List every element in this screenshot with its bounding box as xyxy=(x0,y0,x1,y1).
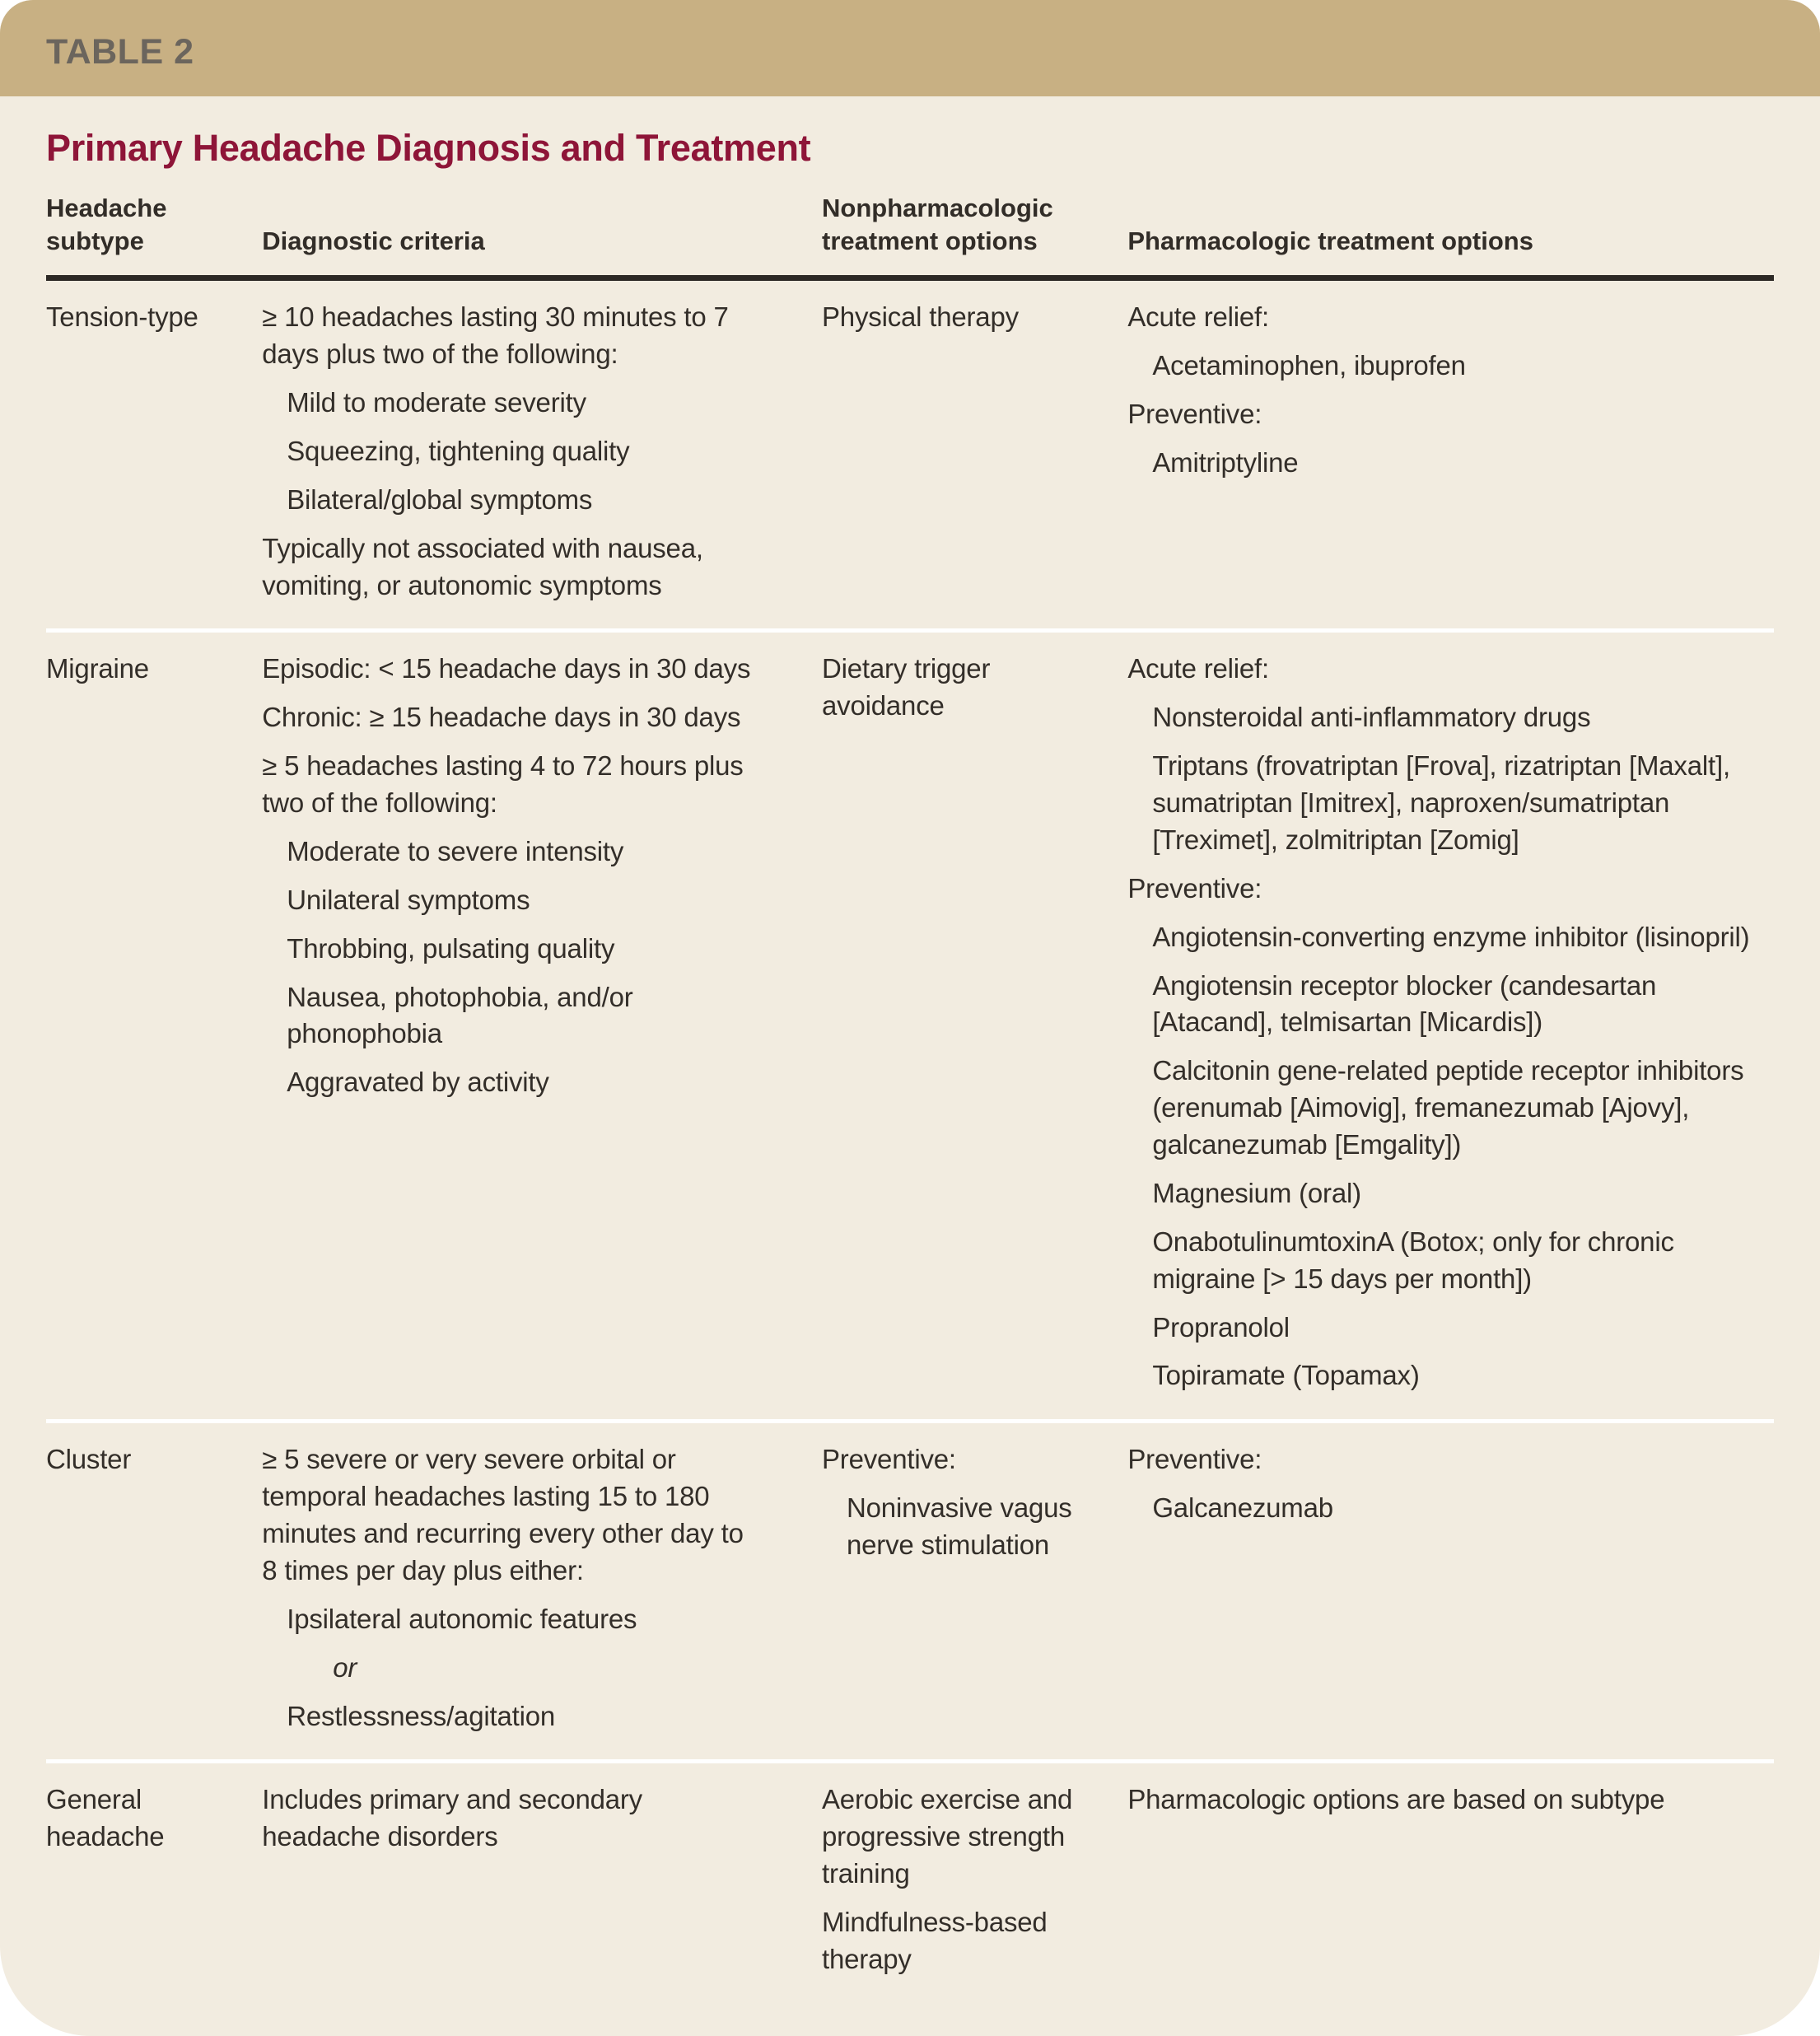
text-line: Angiotensin receptor blocker (candesartan [Atacand], telmisartan [Micardis]) xyxy=(1152,969,1657,1038)
column-header-pharmacologic: Pharmacologic treatment options xyxy=(1127,226,1533,256)
text-line: Angiotensin-converting enzyme inhibitor (lisinopril) xyxy=(1152,921,1750,952)
diagnostic-criteria-cell xyxy=(262,1782,822,1978)
diagnostic-criteria-cell xyxy=(262,651,822,1394)
text-line: Noninvasive vagus nerve stimulation xyxy=(847,1492,1072,1561)
text-line: Acute relief: xyxy=(1127,301,1269,333)
text-line: Acetaminophen, ibuprofen xyxy=(1152,350,1466,381)
table-row-general-headache xyxy=(46,1759,1774,2002)
text-line: Mindfulness-based therapy xyxy=(822,1907,1048,1974)
column-header-headache-subtype: Headache subtype xyxy=(46,193,167,256)
subtype-cell: Cluster xyxy=(46,1444,132,1475)
text-line: Physical therapy xyxy=(822,301,1019,333)
text-line: Restlessness/agitation xyxy=(287,1700,556,1731)
table-row-tension-type xyxy=(46,281,1774,628)
text-line: Throbbing, pulsating quality xyxy=(287,932,615,964)
text-line: Episodic: < 15 headache days in 30 days xyxy=(262,653,751,684)
text-line: Acute relief: xyxy=(1127,653,1269,684)
pharmacologic-cell xyxy=(1127,1441,1774,1735)
table-body xyxy=(0,128,1820,2036)
pharmacologic-cell xyxy=(1127,299,1774,604)
text-line: ≥ 10 headaches lasting 30 minutes to 7 days plus two of the following: xyxy=(262,301,729,370)
text-line: Preventive: xyxy=(1127,399,1262,430)
text-line: Squeezing, tightening quality xyxy=(287,435,630,466)
text-line: Nonsteroidal anti-inflammatory drugs xyxy=(1152,702,1591,733)
subtype-cell: Tension-type xyxy=(46,301,198,333)
text-line: Galcanezumab xyxy=(1152,1492,1333,1524)
subtype-cell: Migraine xyxy=(46,653,149,684)
column-header-diagnostic-criteria: Diagnostic criteria xyxy=(262,226,485,256)
table-row-migraine xyxy=(46,628,1774,1419)
subtype-cell: General headache xyxy=(46,1784,165,1852)
text-line: Preventive: xyxy=(822,1444,956,1475)
text-line: Dietary trigger avoidance xyxy=(822,653,991,721)
diagnostic-criteria-cell xyxy=(262,299,822,604)
text-line: Bilateral/global symptoms xyxy=(287,483,593,515)
table-label: TABLE 2 xyxy=(46,32,194,72)
text-line: Calcitonin gene-related peptide receptor inhibitors (erenumab [Aimovig], fremanezumab [Ajovy], galcanezumab [Emgality]) xyxy=(1152,1055,1744,1160)
nonpharmacologic-cell xyxy=(822,651,1127,1394)
column-header-row xyxy=(46,192,1774,282)
text-line: Amitriptyline xyxy=(1152,446,1299,478)
text-line: Mild to moderate severity xyxy=(287,387,586,418)
text-line: Chronic: ≥ 15 headache days in 30 days xyxy=(262,702,741,733)
nonpharmacologic-cell xyxy=(822,1782,1127,1978)
text-line: Unilateral symptoms xyxy=(287,884,530,915)
text-line: Triptans (frovatriptan [Frova], rizatriptan [Maxalt], sumatriptan [Imitrex], naproxen/sumatriptan [Treximet], zolmitriptan [Zomig] xyxy=(1152,750,1730,855)
text-line: Includes primary and secondary headache disorders xyxy=(262,1784,642,1852)
column-header-nonpharmacologic: Nonpharmacologic treatment options xyxy=(822,193,1053,256)
text-line: Preventive: xyxy=(1127,872,1262,904)
text-line: Aerobic exercise and progressive strength training xyxy=(822,1784,1073,1889)
diagnostic-criteria-cell xyxy=(262,1441,822,1735)
table-header-bar xyxy=(0,0,1820,96)
text-line: Topiramate (Topamax) xyxy=(1152,1360,1420,1391)
pharmacologic-cell xyxy=(1127,651,1774,1394)
text-line: Moderate to severe intensity xyxy=(287,835,624,866)
text-line: Typically not associated with nausea, vomiting, or autonomic symptoms xyxy=(262,532,703,600)
text-line: Pharmacologic options are based on subtype xyxy=(1127,1784,1665,1815)
text-line: ≥ 5 headaches lasting 4 to 72 hours plus two of the following: xyxy=(262,750,744,819)
text-line: Ipsilateral autonomic features xyxy=(287,1603,637,1634)
text-line: Nausea, photophobia, and/or phonophobia xyxy=(287,981,633,1049)
text-line: Preventive: xyxy=(1127,1444,1262,1475)
pharmacologic-cell xyxy=(1127,1782,1774,1978)
nonpharmacologic-cell xyxy=(822,299,1127,604)
table-title: Primary Headache Diagnosis and Treatment xyxy=(46,127,811,169)
table-row-cluster xyxy=(46,1419,1774,1759)
text-line: Aggravated by activity xyxy=(287,1067,549,1098)
text-line: or xyxy=(333,1651,357,1683)
text-line: Propranolol xyxy=(1152,1311,1290,1343)
nonpharmacologic-cell xyxy=(822,1441,1127,1735)
text-line: Magnesium (oral) xyxy=(1152,1177,1361,1208)
text-line: ≥ 5 severe or very severe orbital or temporal headaches lasting 15 to 180 minutes and recurring every other day to 8 times per day plus either: xyxy=(262,1444,744,1585)
text-line: OnabotulinumtoxinA (Botox; only for chronic migraine [> 15 days per month]) xyxy=(1152,1226,1674,1294)
